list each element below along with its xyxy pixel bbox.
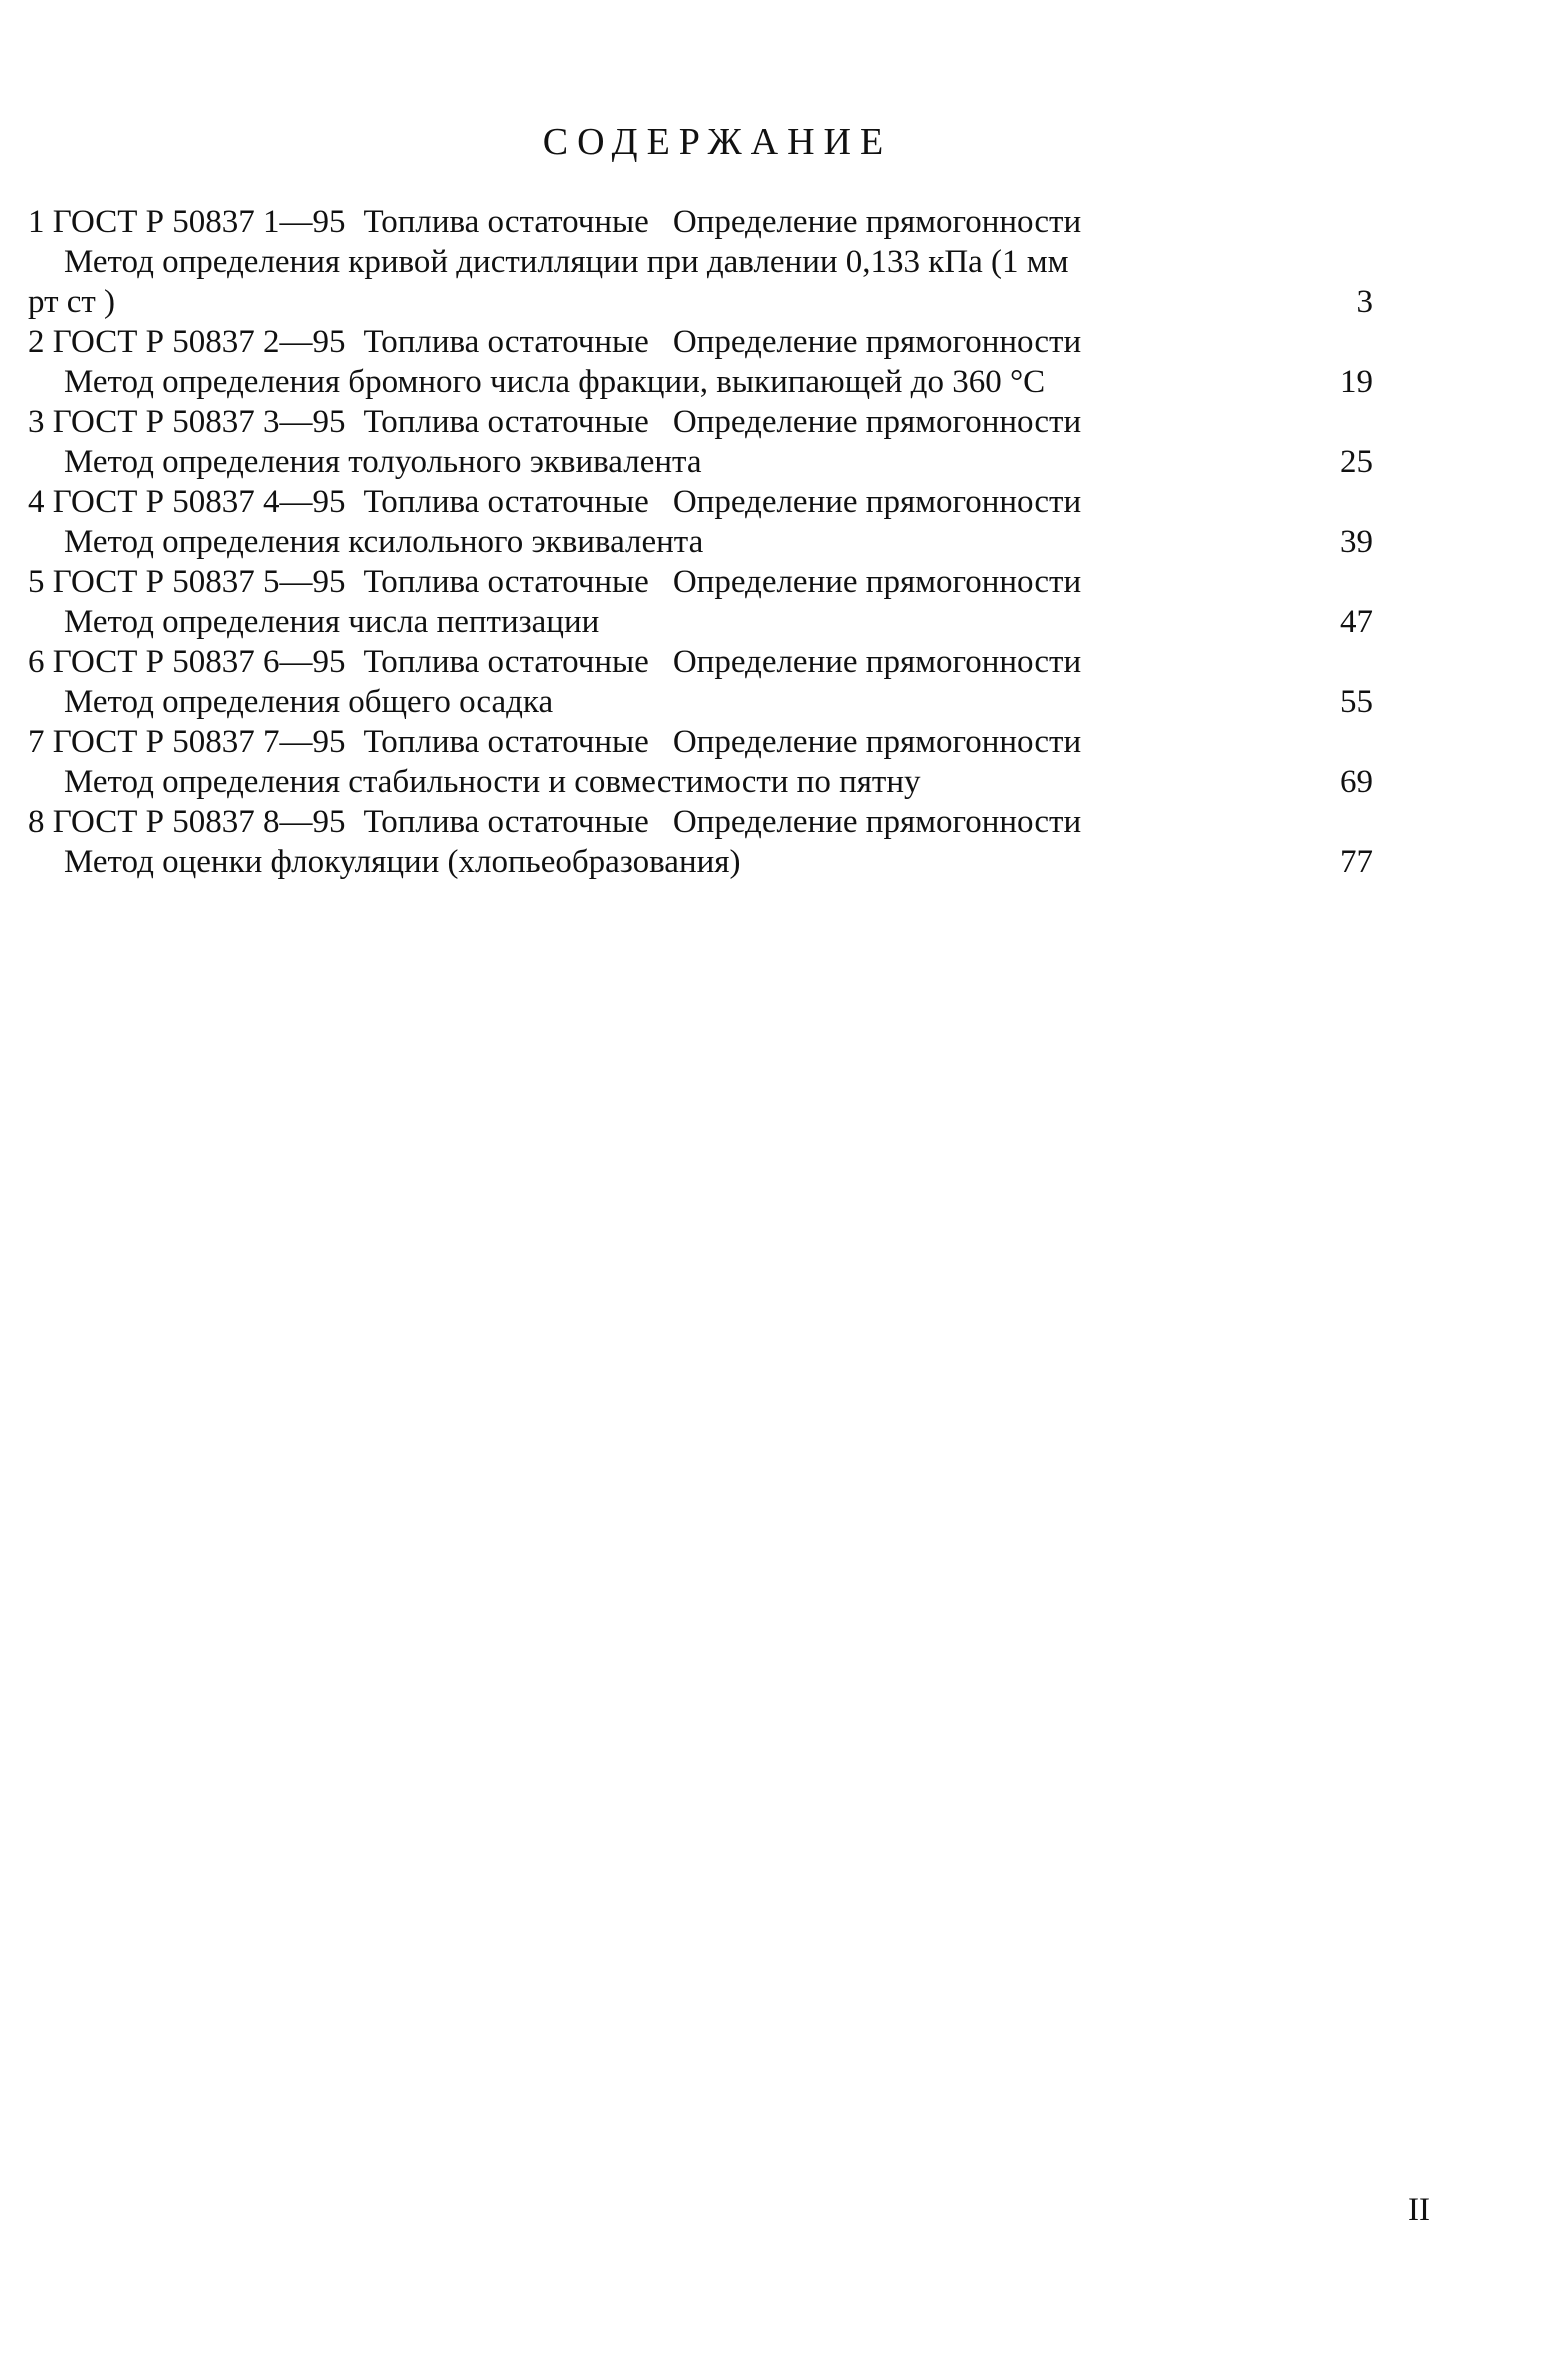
toc-entry-heading [28,722,1368,762]
toc-entry-category: Определение прямогонности [672,204,1082,240]
toc-entry-standard: ГОСТ Р 50837 8—95 [52,804,346,840]
toc-entry-subject: Топлива остаточные [363,804,649,840]
toc-entry-number: 2 [28,324,45,360]
toc-entry-standard: ГОСТ Р 50837 3—95 [52,404,346,440]
toc-entry-category: Определение прямогонности [672,804,1082,840]
toc-entry-number: 4 [28,484,45,520]
toc-entry-category: Определение прямогонности [672,484,1082,520]
toc-entry [28,202,1373,322]
toc-entry-method: Метод определения стабильности и совместимости по пятну [64,764,921,800]
toc-entry-heading [28,642,1368,682]
toc-entry-category: Определение прямогонности [672,324,1082,360]
toc-entry-page-number: 3 [1356,284,1373,320]
toc-entry-subject: Топлива остаточные [363,724,649,760]
toc-entry-method: Метод определения толуольного эквивалента [64,444,702,480]
toc-entry-number: 3 [28,404,45,440]
toc-entry-page-number: 69 [1340,764,1373,800]
toc-entry-page-number: 39 [1340,524,1373,560]
toc-entry-subject: Топлива остаточные [363,564,649,600]
toc-entry-page-number: 25 [1340,444,1373,480]
toc-entry-method: Метод определения бромного числа фракции, выкипающей до 360 °С [64,364,1046,400]
toc-entry-method: Метод определения ксилольного эквивалента [64,524,704,560]
toc-entry-standard: ГОСТ Р 50837 5—95 [52,564,346,600]
toc-entry-category: Определение прямогонности [672,644,1082,680]
toc-entry [28,642,1373,722]
toc-entry-method: Метод определения кривой дистилляции при давлении 0,133 кПа (1 мм [64,244,1069,280]
toc-entry [28,722,1373,802]
toc-entry-category: Определение прямогонности [672,564,1082,600]
toc-entry-standard: ГОСТ Р 50837 7—95 [52,724,346,760]
toc-entry-heading [28,562,1368,602]
toc-entry-heading [28,322,1368,362]
toc-entry [28,402,1373,482]
toc-entry-number: 1 [28,204,45,240]
footer-page-number: II [1408,2192,1430,2228]
toc-entry-number: 5 [28,564,45,600]
toc-entry-number: 8 [28,804,45,840]
toc-entry-subject: Топлива остаточные [363,484,649,520]
toc-entry-method: Метод оценки флокуляции (хлопьеобразования) [64,844,741,880]
toc-entry-page-number: 55 [1340,684,1373,720]
toc-entry [28,562,1373,642]
toc-entry-subject: Топлива остаточные [363,404,649,440]
toc-entry-heading [28,482,1368,522]
toc-entry-standard: ГОСТ Р 50837 6—95 [52,644,346,680]
toc-entry-method: рт ст ) [28,284,116,320]
toc-entry-method: Метод определения числа пептизации [64,604,600,640]
toc-entry-standard: ГОСТ Р 50837 4—95 [52,484,346,520]
toc-entry-standard: ГОСТ Р 50837 2—95 [52,324,346,360]
toc-entry-subject: Топлива остаточные [363,324,649,360]
toc-entry-heading [28,402,1368,442]
toc-entry-page-number: 47 [1340,604,1373,640]
table-of-contents [28,202,1373,882]
page-title: СОДЕРЖАНИЕ [542,121,893,163]
toc-entry-category: Определение прямогонности [672,404,1082,440]
toc-entry-subject: Топлива остаточные [363,644,649,680]
toc-entry-number: 6 [28,644,45,680]
toc-entry-method: Метод определения общего осадка [64,684,554,720]
toc-entry-page-number: 19 [1340,364,1373,400]
toc-entry [28,482,1373,562]
toc-entry-heading [28,202,1368,242]
toc-entry-category: Определение прямогонности [672,724,1082,760]
toc-entry-heading [28,802,1368,842]
toc-entry [28,802,1373,882]
toc-entry-standard: ГОСТ Р 50837 1—95 [52,204,346,240]
toc-entry [28,322,1373,402]
toc-entry-subject: Топлива остаточные [363,204,649,240]
toc-entry-page-number: 77 [1340,844,1373,880]
toc-entry-number: 7 [28,724,45,760]
